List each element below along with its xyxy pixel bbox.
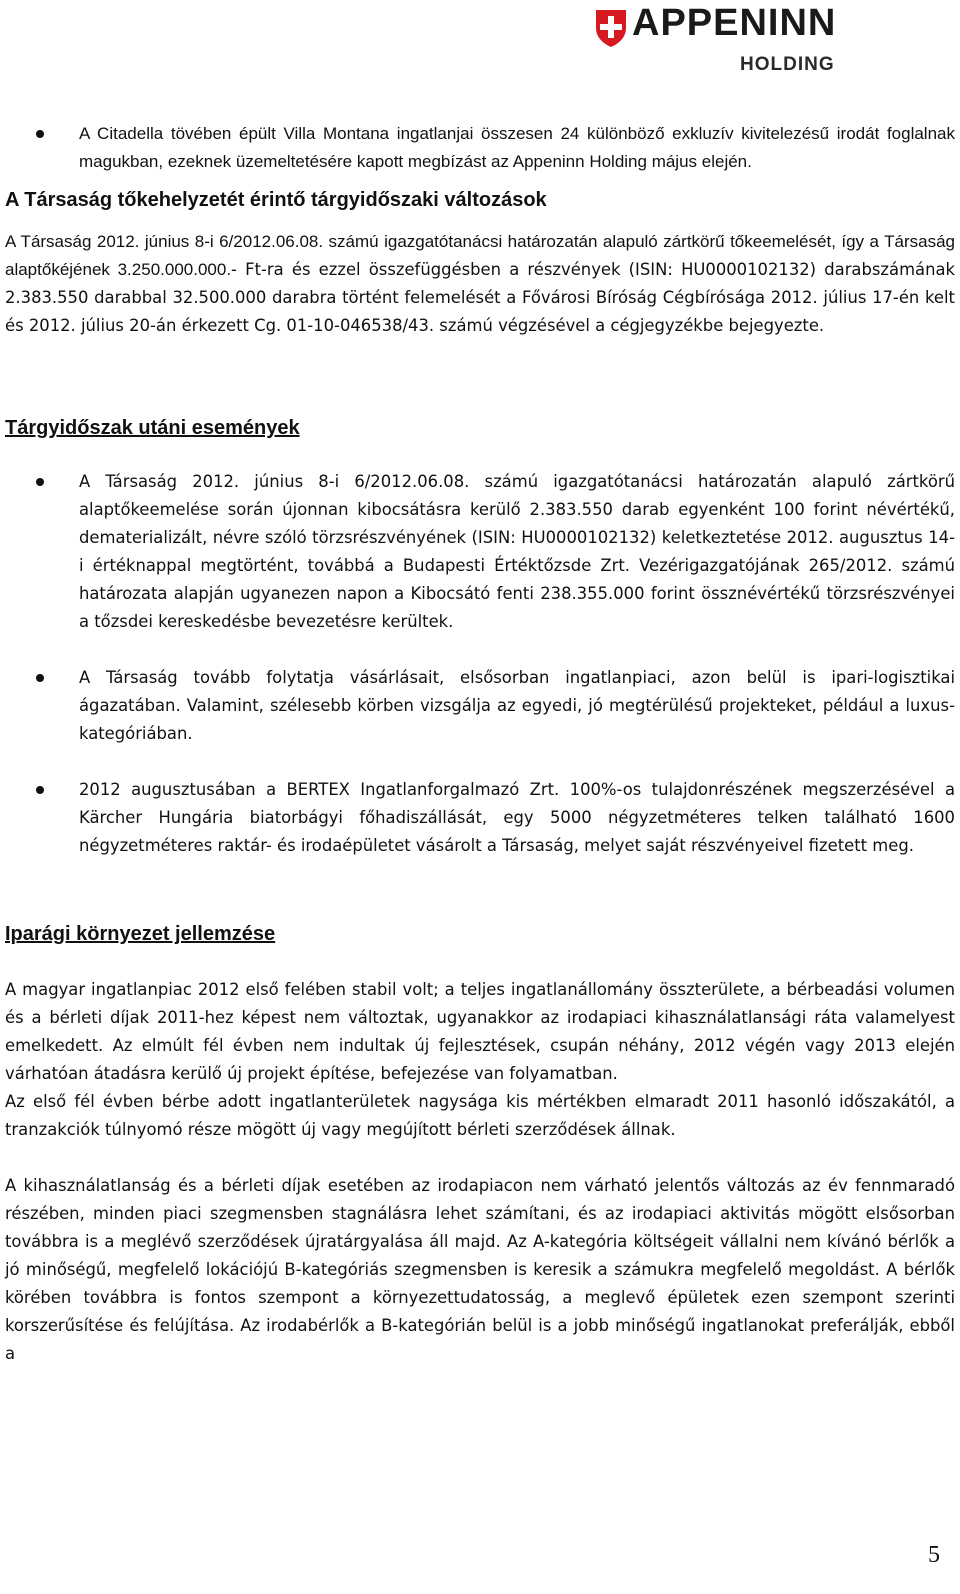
appeninn-logo (594, 4, 954, 76)
event-bullet-3: 2012 augusztusában a BERTEX Ingatlanforgalmazó Zrt. 100%-os tulajdonrészének megszerzésével a Kärcher Hungária biatorbágyi főhadiszállását, egy 5000 négyzetméteres telken található 1600 négyzetméteres raktár- és irodaépületet vásárolt a Társaság, melyet saját részvényeivel fizetett meg. (5, 776, 955, 860)
citadella-bullet: A Citadella tövében épült Villa Montana ingatlanjai összesen 24 különböző exkluzív kivitelezésű irodát foglalnak magukban, ezeknek üzemeltetésére kapott megbízást az Appeninn Holding május elején. (5, 120, 955, 176)
bullet-dot-icon (36, 130, 44, 138)
heading-industry-environment: Iparági környezet jellemzése (5, 923, 276, 945)
document-body (5, 120, 955, 1368)
industry-paragraph-2: Az első fél évben bérbe adott ingatlanterületek nagysága kis mértékben elmaradt 2011 hasonló időszakától, a tranzakciók túlnyomó része mögött új vagy megújított bérleti szerződések állnak. (5, 1092, 955, 1139)
page-number: 5 (928, 1542, 940, 1568)
swiss-cross-shield-icon (594, 8, 628, 48)
heading-subsequent-events: Tárgyidőszak utáni események (5, 417, 300, 439)
bullet-dot-icon (36, 674, 44, 682)
logo-subtitle: HOLDING (740, 54, 835, 75)
industry-paragraph-1: A magyar ingatlanpiac 2012 első felében stabil volt; a teljes ingatlanállomány összterülete, a bérbeadási volumen és a bérleti díjak 2011-hez képest nem változtak, ugyanakkor az irodapiaci kihasználatlansági ráta valamelyest emelkedett. Az elmúlt fél évben nem indultak új fejlesztések, csupán néhány, 2012 végén vagy 2013 elején várhatóan átadásra kerülő új projekt építése, befejezése van folyamatban. (5, 980, 955, 1083)
industry-paragraph-3: A kihasználatlanság és a bérleti díjak esetében az irodapiacon nem várható jelentős változás az év fennmaradó részében, minden piaci szegmensben stagnálásra lehet számítani, és az irodapiaci aktivitás mögött elsősorban továbbra is a meglévő szerződések újratárgyalása áll majd. Az A-kategória költségeit vállalni nem kívánó bérlők a jó minőségű, megfelelő lokációjú B-kategóriás szegmensben is keresik a számukra megfelelő megoldást. A bérlők körében továbbra is fontos szempont a környezettudatosság, a meglevő épületek ezen szempont szerinti korszerűsítése és felújítása. Az irodabérlők a B-kategórián belül is a jobb minőségű ingatlanokat preferálják, ebből a (5, 1176, 955, 1363)
heading-capital-changes: A Társaság tőkehelyzetét érintő tárgyidőszaki változások (5, 189, 547, 211)
capital-paragraph-rest: - Ft-ra és ezzel összefüggésben a részvények (ISIN: HU0000102132) darabszámának 2.383.550 darabbal 32.500.000 darabra történt felemelését a Fővárosi Bíróság Cégbírósága 2012. július 17-én kelt és 2012. július 20-án érkezett Cg. 01-10-046538/43. számú végzésével a cégjegyzékbe bejegyezte. (5, 260, 955, 335)
event-bullet-2: A Társaság tovább folytatja vásárlásait, elsősorban ingatlanpiaci, azon belül is ipari-logisztikai ágazatában. Valamint, szélesebb körben vizsgálja az egyedi, jó megtérülésű projekteket, például a luxus-kategóriában. (5, 664, 955, 748)
logo-wordmark: APPENINN (632, 2, 837, 44)
bullet-dot-icon (36, 478, 44, 486)
event-bullet-1: A Társaság 2012. június 8-i 6/2012.06.08. számú igazgatótanácsi határozatán alapuló zártkörű alaptőkeemelése során újonnan kibocsátásra kerülő 2.383.550 darab egyenként 100 forint névértékű, dematerializált, névre szóló törzsrészvényének (ISIN: HU0000102132) keletkeztetése 2012. augusztus 14-i értéknappal megtörtént, továbbá a Budapesti Értéktőzsde Zrt. Vezérigazgatójának 265/2012. számú határozata alapján ugyanezen napon a Kibocsátó fenti 238.355.000 forint össznévértékű törzsrészvényei a tőzsdei kereskedésbe bevezetésre kerültek. (5, 468, 955, 636)
capital-paragraph (5, 228, 955, 340)
capital-paragraph-intro: A Társaság 2012. június 8-i 6/2012.06.08. számú igazgatótanácsi határozatán alapuló zártkörű tőkeemelését, így a Társaság alaptőkéjének 3.250.000.000. (5, 232, 955, 279)
bullet-dot-icon (36, 786, 44, 794)
